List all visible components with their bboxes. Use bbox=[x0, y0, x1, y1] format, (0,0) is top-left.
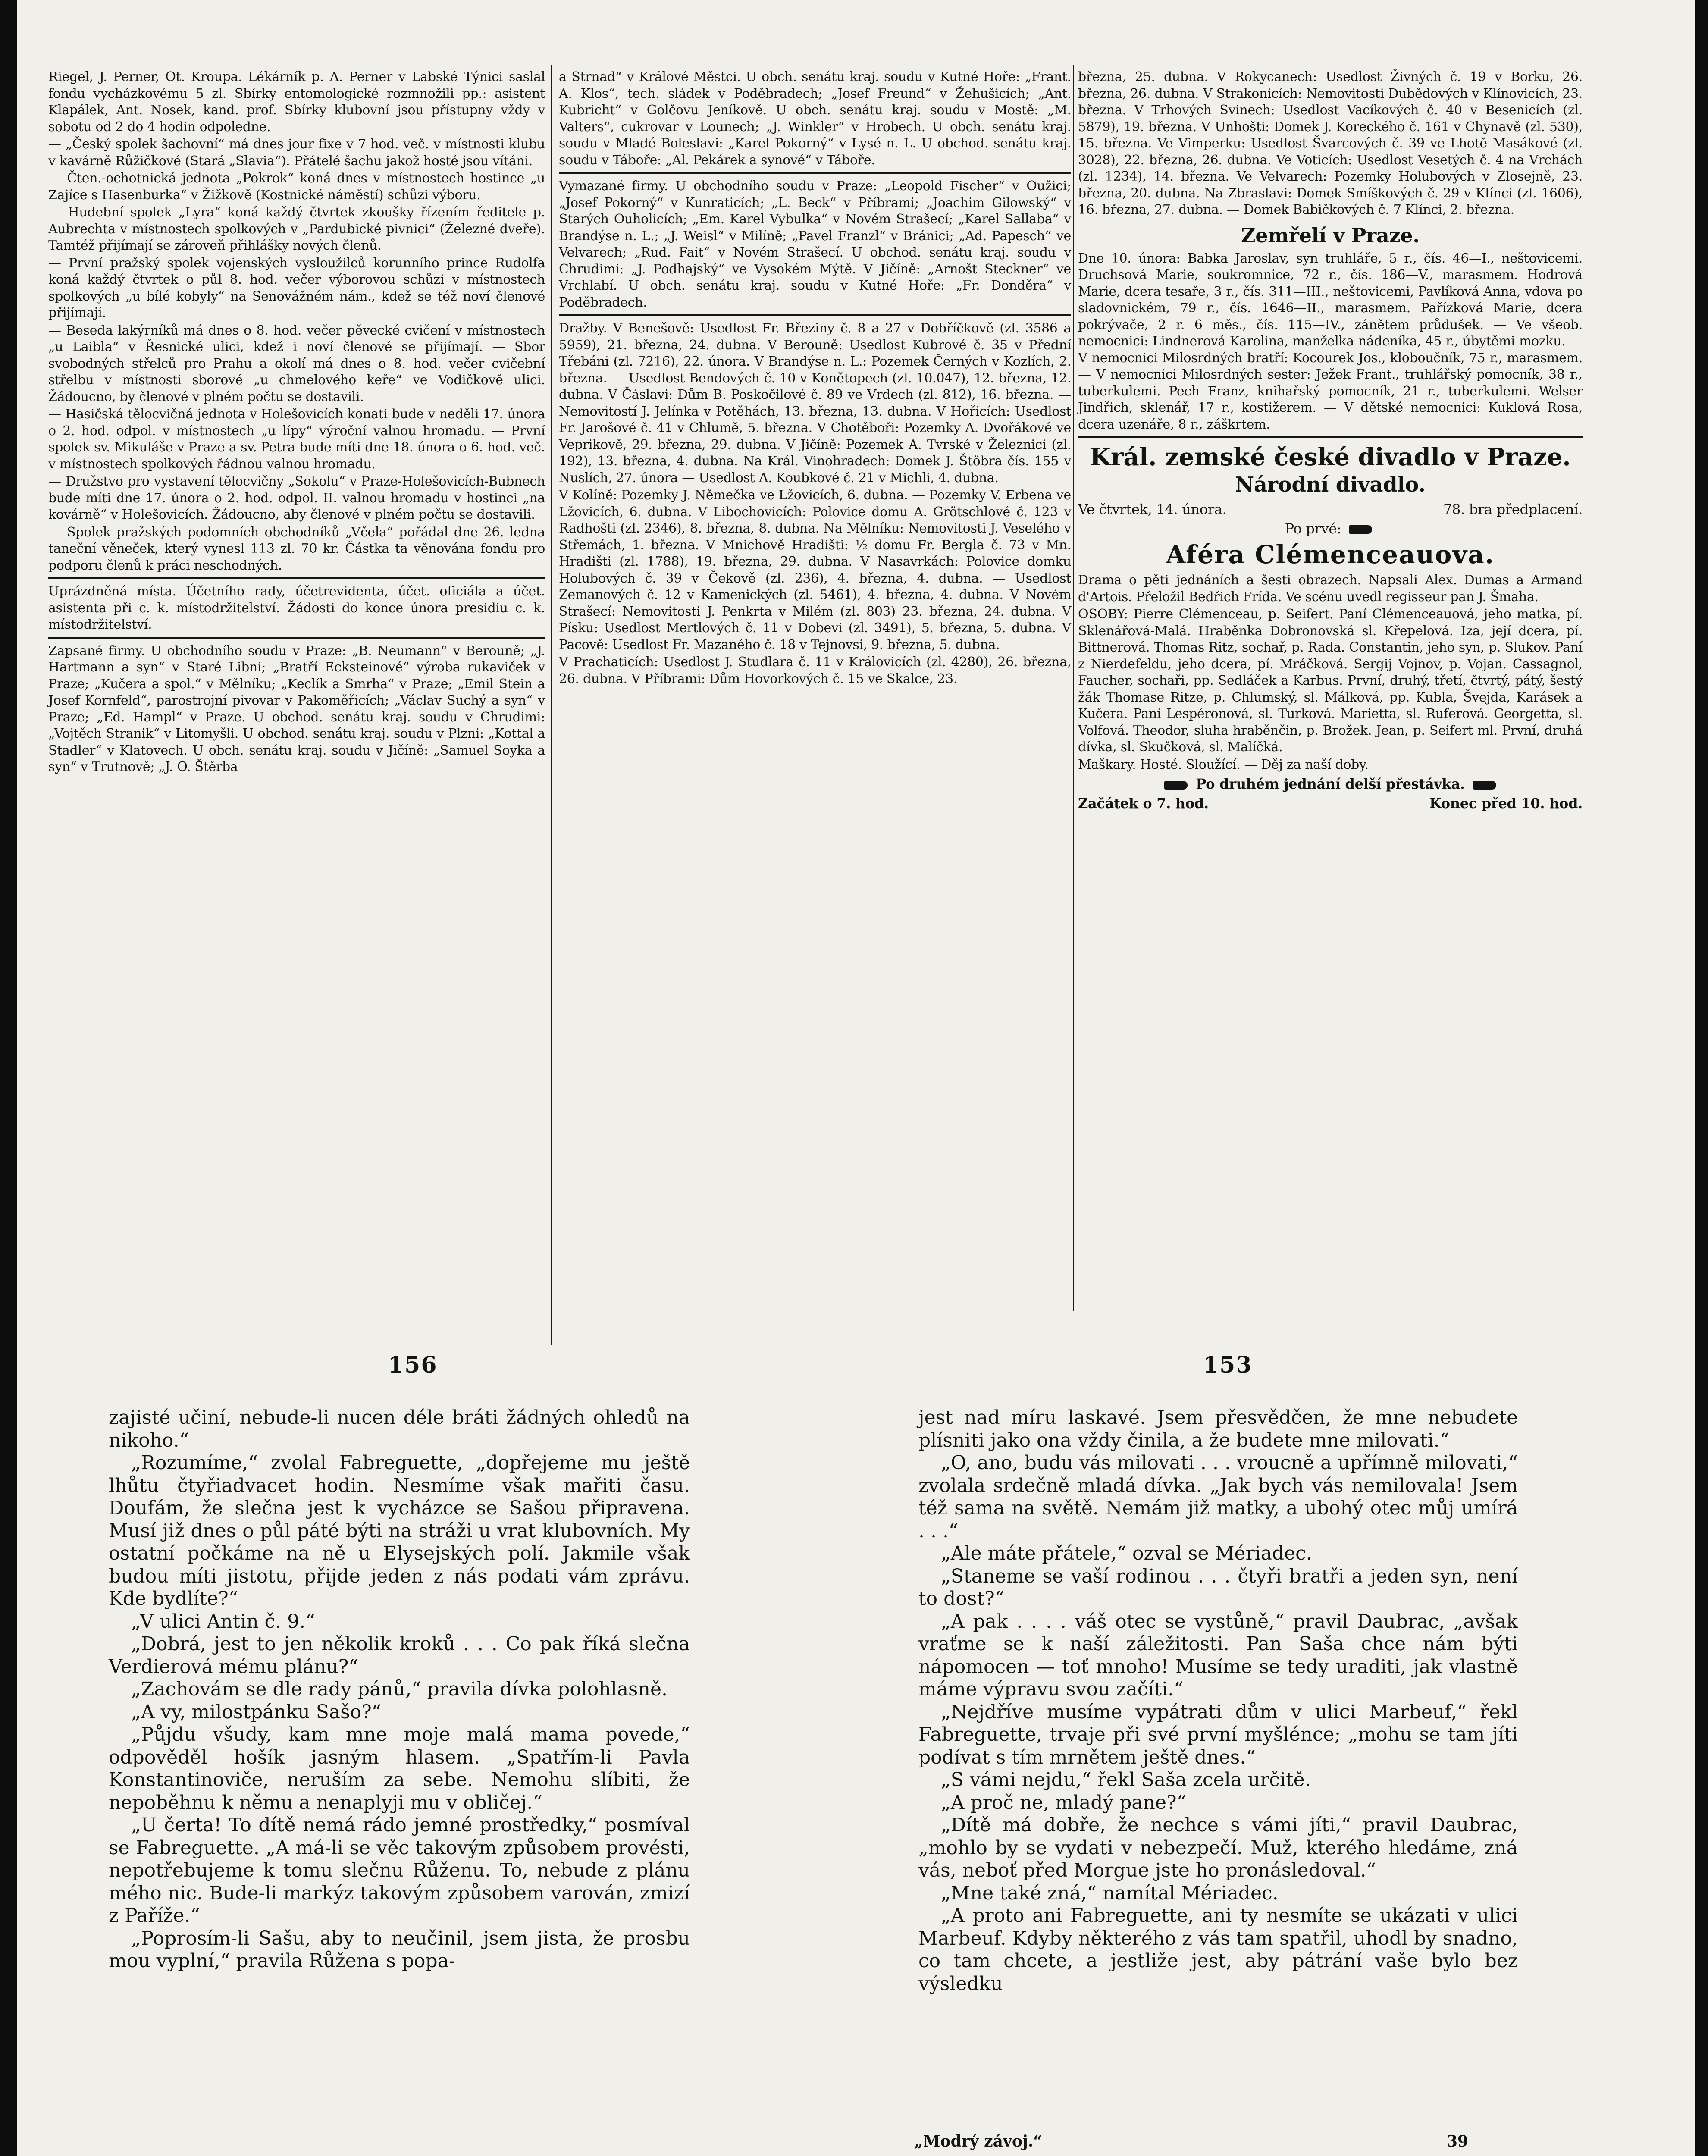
end-time: Konec před 10. hod. bbox=[1429, 795, 1583, 812]
auctions-notice: března, 25. dubna. V Rokycanech: Usedlost Živných č. 19 v Borku, 26. března, 26. dubna. V Strakonicích: Nemovitosti Dubědových v Klínovicích, 23. března. V Trhových Svinech: Usedlost Vacíkových č. 40 v Besenicích (zl. 5879), 19. března. V Unhošti: Domek J. Koreckého č. 161 v Chynavě (zl. 530), 15. března. Ve Vimperku: Usedlost Švarcových č. 39 ve Lhotě Masákové (zl. 3028), 22. března, 26. dubna. Ve Voticích: Usedlost Vesetých č. 4 na Vrchách (zl. 1234), 14. března. Ve Velvarech: Pozemky Holubových v Zlosejně, 23. března, 20. dubna. Na Zbraslavi: Domek Smíškových č. 29 v Klínci (zl. 1606), 16. března, 27. dubna. — Domek Babičkových č. 7 Klínci, 2. března. bbox=[1078, 69, 1583, 217]
scan-border-left bbox=[0, 0, 17, 2156]
pointing-hand-icon bbox=[1164, 781, 1188, 790]
novel-paragraph: „Rozumíme,“ zvolal Fabreguette, „dopřejeme mu ještě lhůtu čtyřiadvacet hodin. Nesmíme však mařiti času. Doufám, že slečna jest k vycházce se Sašou připravena. Musí již dnes o půl páté býti na stráži u vrat klubovních. My ostatní počkáme na ně u Elysejských polí. Jakmile však budou míti jistotu, přijde jeden z nás podati vám zprávu. Kde bydlíte?“ bbox=[109, 1452, 690, 1610]
novel-paragraph: „Dobrá, jest to jen několik kroků . . . Co pak říká slečna Verdierová mému plánu?“ bbox=[109, 1633, 690, 1678]
subscription-number: 78. bra předplacení. bbox=[1443, 501, 1583, 517]
novel-paragraph: „A proto ani Fabreguette, ani ty nesmíte se ukázati v ulici Marbeuf. Kdyby některého z vás tam spatřil, uhodl by snadno, co tam chcete, a jestliže jest, aby pátrání vaše bylo bez výsledku bbox=[918, 1905, 1518, 1995]
novel-paragraph: „U čerta! To dítě nemá rádo jemné prostředky,“ posmíval se Fabreguette. „A má-li se věc takovým způsobem provésti, nepotřebujeme k tomu slečnu Růženu. To, nebude z plánu mého nic. Bude-li markýz takovým způsobem varován, zmizí z Paříže.“ bbox=[109, 1814, 690, 1927]
novel-paragraph: jest nad míru laskavé. Jsem přesvědčen, že mne nebudete plísniti jako ona vždy činila, a že budete mne milovati.“ bbox=[918, 1407, 1518, 1451]
pointing-hand-icon bbox=[1473, 781, 1496, 790]
novel-footer-title: „Modrý závoj.“ bbox=[914, 2132, 1043, 2150]
page-number-right: 153 bbox=[1203, 1352, 1253, 1378]
auctions-notice: V Prachaticích: Usedlost J. Studlara č. 11 v Královicích (zl. 4280), 26. března, 26. dubna. V Příbrami: Dům Hovorkových č. 15 ve Skalce, 23. bbox=[559, 655, 1071, 686]
interval-row bbox=[1078, 776, 1583, 793]
column-rule bbox=[551, 65, 552, 1345]
scan-border-right bbox=[1695, 0, 1708, 2156]
news-paragraph: — „Český spolek šachovní“ má dnes jour fixe v 7 hod. več. v místnosti klubu v kavárně Růžičkové (Stará „Slavia“). Přátelé šachu jakož hosté jsou vítáni. bbox=[48, 137, 545, 169]
pointing-hand-icon bbox=[1349, 525, 1372, 534]
novel-paragraph: „Zachovám se dle rady pánů,“ pravila dívka polohlasně. bbox=[131, 1678, 668, 1700]
novel-paragraph: „Nejdříve musíme vypátrati dům v ulici Marbeuf,“ řekl Fabreguette, trvaje při své první myšlénce; „mohu se tam jíti podívat s tím mrnětem ještě dnes.“ bbox=[918, 1701, 1518, 1768]
performance-date: Ve čtvrtek, 14. února. bbox=[1078, 501, 1227, 517]
news-paragraph: Riegel, J. Perner, Ot. Kroupa. Lékárník p. A. Perner v Labské Týnici saslal fondu vycházkovému 5 zl. Sbírky entomologické rozmnožili pp.: asistent Klapálek, Ant. Nosek, kand. prof. Sbírky klubovní jsou přístupny vždy v sobotu od 2 do 4 hodin odpoledne. bbox=[48, 69, 545, 135]
news-paragraph: — Družstvo pro vystavení tělocvičny „Sokolu“ v Praze-Holešovicích-Bubnech bude míti dne 17. února o 2. hod. odpol. II. valnou hromadu v hostinci „na kovárně“ v Holešovicích. Žádoucno, aby členové v plném počtu se dostavili. bbox=[48, 474, 545, 522]
registered-firms-notice: Zapsané firmy. U obchodního soudu v Praze: „B. Neumann“ v Berouně; „J. Hartmann a syn“ v Staré Libni; „Bratří Ecksteinové“ výroba rukaviček v Praze; „Kučera a spol.“ v Mělníku; „Keclík a Smrha“ v Praze; „Emil Stein a Josef Kornfeld“, parostrojní pivovar v Pakoměřicích; „Václav Suchý a syn“ v Praze; „Ed. Hampl“ v Praze. U obchod. senátu kraj. soudu v Chrudimi: „Vojtěch Stranik“ v Litomyšli. U obchod. senátu kraj. soudu v Plzni: „Kottal a Stadler“ v Klatovech. U obch. senátu kraj. soudu v Jičíně: „Samuel Soyka a syn“ v Trutnově; „J. O. Štěrba bbox=[48, 643, 545, 774]
deaths-notice: Dne 10. února: Babka Jaroslav, syn truhláře, 5 r., čís. 46—I., neštovicemi. Druchsová Marie, soukromnice, 72 r., čís. 186—V., marasmem. Hodrová Marie, dcera tesaře, 3 r., čís. 311—III., neštovicemi, Pavlíková Anna, vdova po sladovnickém, 79 r., čís. 1646—II., marasmem. Pařízková Marie, dcera pokrývače, 2 r. 6 měs., čís. 115—IV., zánětem průdušek. — Ve všeob. nemocnici: Lindnerová Karolina, manželka nádeníka, 45 r., úbytěmi mozku. — V nemocnici Milosrdných bratří: Kocourek Jos., kloboučník, 75 r., marasmem. — V nemocnici Milosrdných sester: Ježek Frant., truhlářský pomocník, 38 r., tuberkulemi. Pech Franz, knihařský pomocník, 21 r., tuberkulemi. Welser Jindřich, sklenář, 17 r., kostižerem. — V dětské nemocnici: Kuklová Rosa, dcera uzenáře, 8 r., záškrtem. bbox=[1078, 251, 1583, 432]
novel-paragraph: „S vámi nejdu,“ řekl Saša zcela určitě. bbox=[941, 1769, 1311, 1791]
section-divider bbox=[559, 314, 1071, 316]
auctions-notice: Dražby. V Benešově: Usedlost Fr. Březiny č. 8 a 27 v Dobříčkově (zl. 3586 a 5959), 21. března, 24. dubna. V Berouně: Usedlost Kubrové č. 35 v Přední Třebáni (zl. 7216), 22. února. V Brandýse n. L.: Pozemek Černých v Kozlích, 2. března. — Usedlost Bendových č. 10 v Konětopech (zl. 10.047), 12. března, 12. dubna. V Čáslavi: Dům B. Poskočilové č. 89 ve Vrdech (zl. 812), 16. března. — Nemovitostí J. Jelínka v Potěhách, 13. března, 13. dubna. V Hořicích: Usedlost Fr. Jarošové č. 41 v Chlumě, 5. března. V Chotěboři: Pozemky A. Dvořákové ve Veprikově, 29. března, 29. dubna. V Jičíně: Pozemek A. Tvrské v Železnici (zl. 192), 13. března, 4. dubna. Na Král. Vinohradech: Domek J. Štöbra čís. 155 v Nuslích, 27. února — Usedlost A. Koubkové č. 21 v Michli, 4. dubna. bbox=[559, 321, 1071, 486]
news-paragraph: — První pražský spolek vojenských vysloužilců korunního prince Rudolfa koná každý čtvrtek o půl 8. hod. večer výborovou schůzi v místnostech spolkových „u bílé kobyly“ na Senovážném nám., kdež se též noví členové přijímají. bbox=[48, 255, 545, 320]
play-description: Drama o pěti jednáních a šesti obrazech. Napsali Alex. Dumas a Armand d'Artois. Přeložil Bedřich Frída. Ve scénu uvedl regisseur pan J. Šmaha. bbox=[1078, 573, 1583, 605]
page-number-left: 156 bbox=[388, 1352, 438, 1378]
novel-paragraph: „Mne také zná,“ namítal Mériadec. bbox=[941, 1882, 1279, 1904]
news-paragraph: — Hasičská tělocvičná jednota v Holešovicích konati bude v neděli 17. února o 2. hod. odpol. v místnostech „u lípy“ výroční valnou hromadu. — První spolek sv. Mikuláše v Praze a sv. Petra bude míti dne 18. února o 6. hod. več. v místnostech spolkových řádnou valnou hromadu. bbox=[48, 407, 545, 472]
news-paragraph: — Beseda lakýrníků má dnes o 8. hod. večer pěvecké cvičení v místnostech „u Laibla“ v Řesnické ulici, kdež i noví členové se přijímají. — Sbor svobodných střelců pro Prahu a okolí má dnes o 8. hod. večer cvičební střelbu v místnosti sborové „u chmelového keře“ ve Vodičkově ulici. Žádoucno, by členové v plném počtu se dostavili. bbox=[48, 323, 545, 404]
deleted-firms-notice: Vymazané firmy. U obchodního soudu v Praze: „Leopold Fischer“ v Oužici; „Josef Pokorný“ v Kunraticích; „L. Beck“ v Příbrami; „Joachim Gilowský“ v Starých Ouholicích; „Em. Karel Vybulka“ v Novém Strašecí; „Karel Sallaba“ v Brandýse n. L.; „J. Weisl“ v Milíně; „Pavel Franzl“ v Bránici; „Ad. Papesch“ ve Velvarech; „Rud. Fait“ v Novém Strašecí. U obchod. senátu kraj. soudu v Chrudimi: „J. Podhajský“ ve Vysokém Mýtě. V Jičíně: „Arnošt Steckner“ ve Vrchlabí. U obch. senátu kraj. soudu v Kutné Hoře: „Fr. Donděra“ v Poděbradech. bbox=[559, 179, 1071, 310]
novel-paragraph: „Půjdu všudy, kam mne moje malá mama povede,“ odpověděl hošík jasným hlasem. „Spatřím-li Pavla Konstantinoviče, neruším za sebe. Nemohu slíbiti, že nepoběhnu k němu a nenaplyji mu v obličej.“ bbox=[109, 1724, 690, 1814]
section-divider bbox=[48, 577, 545, 579]
novel-page-right bbox=[918, 1407, 1518, 1995]
deaths-heading: Zemřelí v Praze. bbox=[1241, 223, 1420, 247]
news-paragraph: — Hudební spolek „Lyra“ koná každý čtvrtek zkoušky řízením ředitele p. Aubrechta v místnostech spolkových v „Pardubické pivnici“ (Železné dveře). Tamtéž přijímají se zároveň přihlášky nových členů. bbox=[48, 205, 545, 253]
newspaper-column-middle bbox=[559, 69, 1071, 688]
novel-footer-number: 39 bbox=[1447, 2132, 1469, 2150]
section-divider bbox=[48, 637, 545, 639]
novel-paragraph: „Dítě má dobře, že nechce s vámi jíti,“ pravil Daubrac, „mohlo by se vydati v nebezpečí. Muž, kterého hledáme, zná vás, neboť před Morgue jste ho pronásledoval.“ bbox=[918, 1814, 1518, 1881]
theatre-announcement bbox=[1078, 442, 1583, 812]
premiere-row bbox=[1078, 520, 1583, 537]
newspaper-column-right bbox=[1078, 69, 1583, 812]
vacancies-notice: Uprázdněná místa. Účetního rady, účetrevidenta, účet. oficiála a účet. asistenta při c. k. místodržitelství. Žádosti do konce února presidiu c. k. místodržitelství. bbox=[48, 584, 545, 632]
novel-paragraph: zajisté učiní, nebude-li nucen déle bráti žádných ohledů na nikoho.“ bbox=[109, 1407, 690, 1451]
novel-paragraph: „V ulici Antin č. 9.“ bbox=[131, 1610, 315, 1633]
cast-extras: Maškary. Hosté. Sloužící. — Děj za naší doby. bbox=[1078, 757, 1369, 772]
theatre-subtitle: Národní divadlo. bbox=[1235, 473, 1426, 497]
news-paragraph: — Čten.-ochotnická jednota „Pokrok“ koná dnes v místnostech hostince „u Zajíce s Hasenburka“ v Žižkově (Kostnické náměstí) schůzi výboru. bbox=[48, 171, 545, 203]
auctions-notice: V Kolíně: Pozemky J. Němečka ve Lžovicích, 6. dubna. — Pozemky V. Erbena ve Lžovicích, 6. dubna. V Libochovicích: Polovice domu A. Grötschlové č. 123 v Radhošti (zl. 2346), 8. března, 8. dubna. Na Mělníku: Nemovitosti J. Veselého v Střemách, 1. března. V Mnichově Hradišti: ½ domu Fr. Bergla č. 73 v Mn. Hradišti (zl. 1788), 19. března, 29. dubna. V Nasavrkách: Polovice domku Holubových č. 39 v Čekově (zl. 236), 4. března, 4. dubna. — Usedlost Zemanových č. 12 v Kamenických (zl. 5461), 4. března, 4. dubna. V Novém Strašecí: Nemovitosti J. Penkrta v Milém (zl. 803) 23. března, 24. dubna. V Písku: Usedlost Mertlových č. 11 v Dobevi (zl. 3491), 5. března, 5. dubna. V Pacově: Usedlost Fr. Mazaného č. 18 v Tejnovsi, 9. března, 5. dubna. bbox=[559, 488, 1071, 652]
newspaper-column-left bbox=[48, 69, 545, 777]
novel-paragraph: „Poprosím-li Sašu, aby to neučinil, jsem jista, že prosbu mou vyplní,“ pravila Růžena s popa- bbox=[109, 1927, 690, 1972]
novel-page-left bbox=[109, 1407, 690, 1973]
interval-note: Po druhém jednání delší přestávka. bbox=[1196, 776, 1465, 792]
novel-paragraph: „Ale máte přátele,“ ozval se Mériadec. bbox=[941, 1542, 1312, 1564]
novel-paragraph: „A pak . . . . váš otec se vystůně,“ pravil Daubrac, „avšak vraťme se k naší záležitosti. Pan Saša chce nám býti nápomocen — toť mnoho! Musíme se tedy uraditi, jak vlastně máme výpravu svou začíti.“ bbox=[918, 1610, 1518, 1700]
news-paragraph: a Strnad“ v Králové Městci. U obch. senátu kraj. soudu v Kutné Hoře: „Frant. A. Klos“, tech. sládek v Poděbradech; „Josef Freund“ v Žehušicích; „Ant. Kubricht“ v Golčovu Jeníkově. U obch. senátu kraj. soudu v Mostě: „M. Valters“, cukrovar v Lounech; „J. Winkler“ v Hrobech. U obch. senátu kraj. soudu v Mladé Boleslavi: „Karel Pokorný“ v Lysé n. L. U obchod. senátu kraj. soudu v Táboře: „Al. Pekárek a synové“ v Táboře. bbox=[559, 69, 1071, 168]
column-rule bbox=[1073, 65, 1074, 1311]
start-time: Začátek o 7. hod. bbox=[1078, 795, 1209, 812]
cast-list: OSOBY: Pierre Clémenceau, p. Seifert. Paní Clémenceauová, jeho matka, pí. Sklenářová-Malá. Hraběnka Dobronovská sl. Křepelová. Iza, její dcera, pí. Bittnerová. Thomas Ritz, sochař, p. Rada. Constantin, jeho syn, p. Slukov. Paní z Nierdefeldu, jeho dcera, pí. Mráčková. Sergij Vojnov, p. Vojan. Cassagnol, Faucher, sochaři, pp. Sedláček a Karbus. První, druhý, třetí, čtvrtý, pátý, šestý žák Thomase Ritze, p. Chlumský, sl. Málková, pp. Kubla, Švejda, Karásek a Kučera. Paní Lespéronová, sl. Turková. Marietta, sl. Ruferová. Georgetta, sl. Volfová. Theodor, sluha hraběnčin, p. Brožek. Jean, p. Seifert ml. První, druhá dívka, sl. Skučková, sl. Malíčká. bbox=[1078, 607, 1583, 755]
premiere-label: Po prvé: bbox=[1285, 520, 1341, 537]
novel-paragraph: „O, ano, budu vás milovati . . . vroucně a upřímně milovati,“ zvolala srdečně mladá dívka. „Jak bych vás nemilovala! Jsem též sama na světě. Nemám již matky, a ubohý otec můj umírá . . .“ bbox=[918, 1452, 1518, 1542]
times-row bbox=[1078, 795, 1583, 812]
novel-paragraph: „A vy, milostpánku Sašo?“ bbox=[131, 1701, 382, 1723]
novel-paragraph: „A proč ne, mladý pane?“ bbox=[941, 1791, 1187, 1814]
play-title: Aféra Clémenceauova. bbox=[1166, 540, 1495, 569]
novel-paragraph: „Staneme se vaší rodinou . . . čtyři bratři a jeden syn, není to dost?“ bbox=[918, 1565, 1518, 1610]
theatre-title: Král. zemské české divadlo v Praze. bbox=[1090, 443, 1571, 471]
performance-date-row bbox=[1078, 501, 1583, 518]
news-paragraph: — Spolek pražských podomních obchodníků „Včela“ pořádal dne 26. ledna taneční věneček, který vynesl 113 zl. 70 kr. Částka ta věnována fondu pro podporu členů k práci neschodných. bbox=[48, 524, 545, 573]
section-divider bbox=[559, 172, 1071, 174]
section-divider bbox=[1078, 436, 1583, 438]
